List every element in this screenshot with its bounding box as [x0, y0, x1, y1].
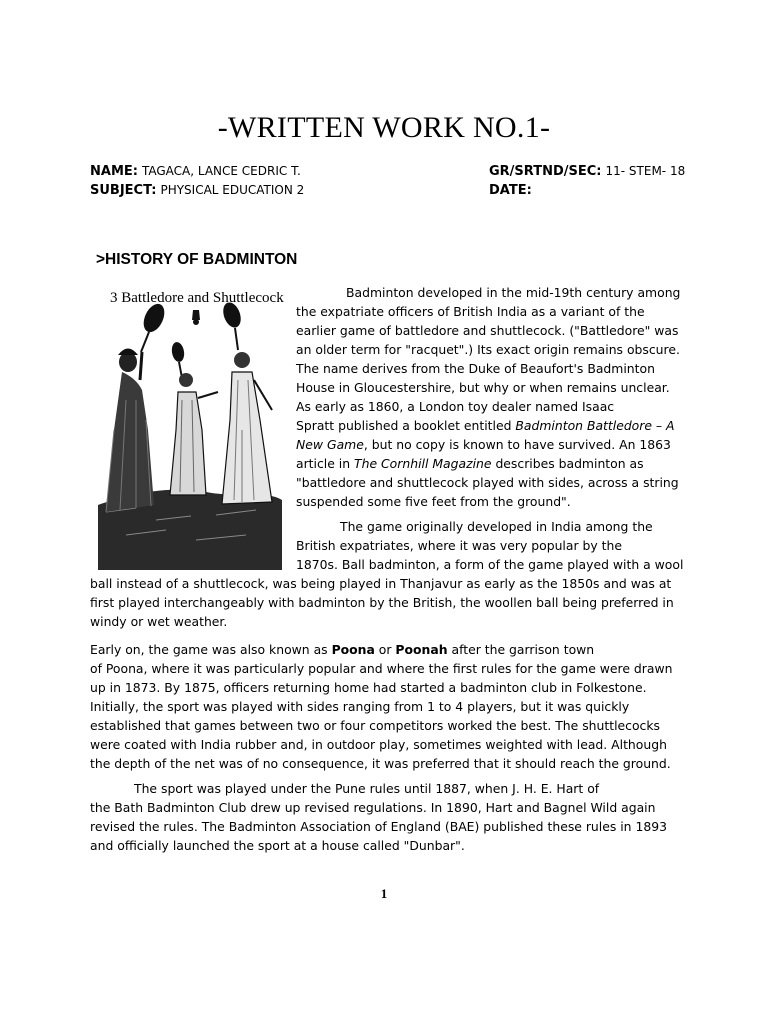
paragraph-4 — [90, 779, 688, 855]
subject-row — [90, 182, 304, 198]
italic-title: New Game — [296, 437, 364, 452]
text-run: , but no copy is known to have survived. An 1863 — [363, 437, 671, 452]
text-line: Badminton developed in the mid-19th century among — [346, 285, 681, 300]
text-line: established that games between two or four competitors worked the best. The shuttlecocks — [90, 718, 660, 733]
text-line: "battledore and shuttlecock played with sides, across a string — [296, 475, 679, 490]
text-line: windy or wet weather. — [90, 614, 228, 629]
text-line — [296, 416, 684, 435]
text-line: 1870s. Ball badminton, a form of the game played with a wool — [296, 557, 684, 572]
date-row — [489, 182, 536, 198]
text-line — [90, 640, 688, 659]
text-line: earlier game of battledore and shuttlecock. ("Battledore" was — [296, 323, 679, 338]
page-number: 1 — [380, 886, 388, 901]
figure-caption: 3 Battledore and Shuttlecock. — [110, 290, 284, 306]
text-line: British expatriates, where it was very popular by the — [296, 538, 622, 553]
text-line — [296, 435, 684, 454]
text-line: an older term for "racquet".) Its exact origin remains obscure. — [296, 342, 680, 357]
name-label: NAME: — [90, 164, 138, 179]
text-run: Early on, the game was also known as — [90, 642, 332, 657]
text-line — [296, 454, 684, 473]
italic-title: The Cornhill Magazine — [354, 456, 492, 471]
date-label: DATE: — [489, 183, 532, 198]
document-title: -WRITTEN WORK NO.1- — [217, 111, 551, 144]
text-line: Initially, the sport was played with sides ranging from 1 to 4 players, but it was quickly — [90, 699, 630, 714]
section-label: GR/SRTND/SEC: — [489, 164, 602, 179]
text-run: after the garrison town — [447, 642, 595, 657]
italic-title: Badminton Battledore – A — [515, 418, 675, 433]
bold-term: Poonah — [395, 642, 448, 657]
text-line: up in 1873. By 1875, officers returning home had started a badminton club in Folkestone. — [90, 680, 647, 695]
text-run: or — [374, 642, 396, 657]
text-line: revised the rules. The Badminton Association of England (BAE) published these rules in 1893 — [90, 819, 668, 834]
text-line: were coated with India rubber and, in outdoor play, sometimes weighted with lead. Although — [90, 737, 667, 752]
subject-value: PHYSICAL EDUCATION 2 — [160, 183, 305, 197]
text-line: The game originally developed in India among the — [340, 519, 653, 534]
text-line: first played interchangeably with badminton by the British, the woollen ball being preferred in — [90, 595, 674, 610]
section-row — [489, 163, 685, 179]
text-line: The name derives from the Duke of Beaufort's Badminton — [296, 361, 655, 376]
text-run: article in — [296, 456, 355, 471]
text-line: the depth of the net was of no consequence, it was preferred that it should reach the ground. — [90, 756, 671, 771]
section-heading: >HISTORY OF BADMINTON — [96, 251, 298, 268]
bold-term: Poona — [331, 642, 375, 657]
section-value: 11- STEM- 18 — [605, 164, 686, 178]
text-run: describes badminton as — [491, 456, 644, 471]
text-line: suspended some five feet from the ground". — [296, 494, 571, 509]
text-line: ball instead of a shuttlecock, was being played in Thanjavur as early as the 1850s and was at — [90, 576, 672, 591]
paragraph-1 — [296, 283, 684, 511]
text-line: the expatriate officers of British India as a variant of the — [296, 304, 645, 319]
name-value: TAGACA, LANCE CEDRIC T. — [141, 164, 301, 178]
text-line: and officially launched the sport at a house called "Dunbar". — [90, 838, 465, 853]
text-line: House in Gloucestershire, but why or when remains unclear. — [296, 380, 670, 395]
paragraph-2 — [90, 517, 688, 631]
subject-label: SUBJECT: — [90, 183, 157, 198]
text-line: As early as 1860, a London toy dealer named Isaac — [296, 399, 615, 414]
text-line: of Poona, where it was particularly popular and where the first rules for the game were drawn — [90, 661, 673, 676]
text-line: The sport was played under the Pune rules until 1887, when J. H. E. Hart of — [134, 781, 600, 796]
text-run: Spratt published a booklet entitled — [296, 418, 516, 433]
name-row — [90, 163, 301, 179]
paragraph-3 — [90, 640, 688, 773]
text-line: the Bath Badminton Club drew up revised regulations. In 1890, Hart and Bagnel Wild again — [90, 800, 656, 815]
